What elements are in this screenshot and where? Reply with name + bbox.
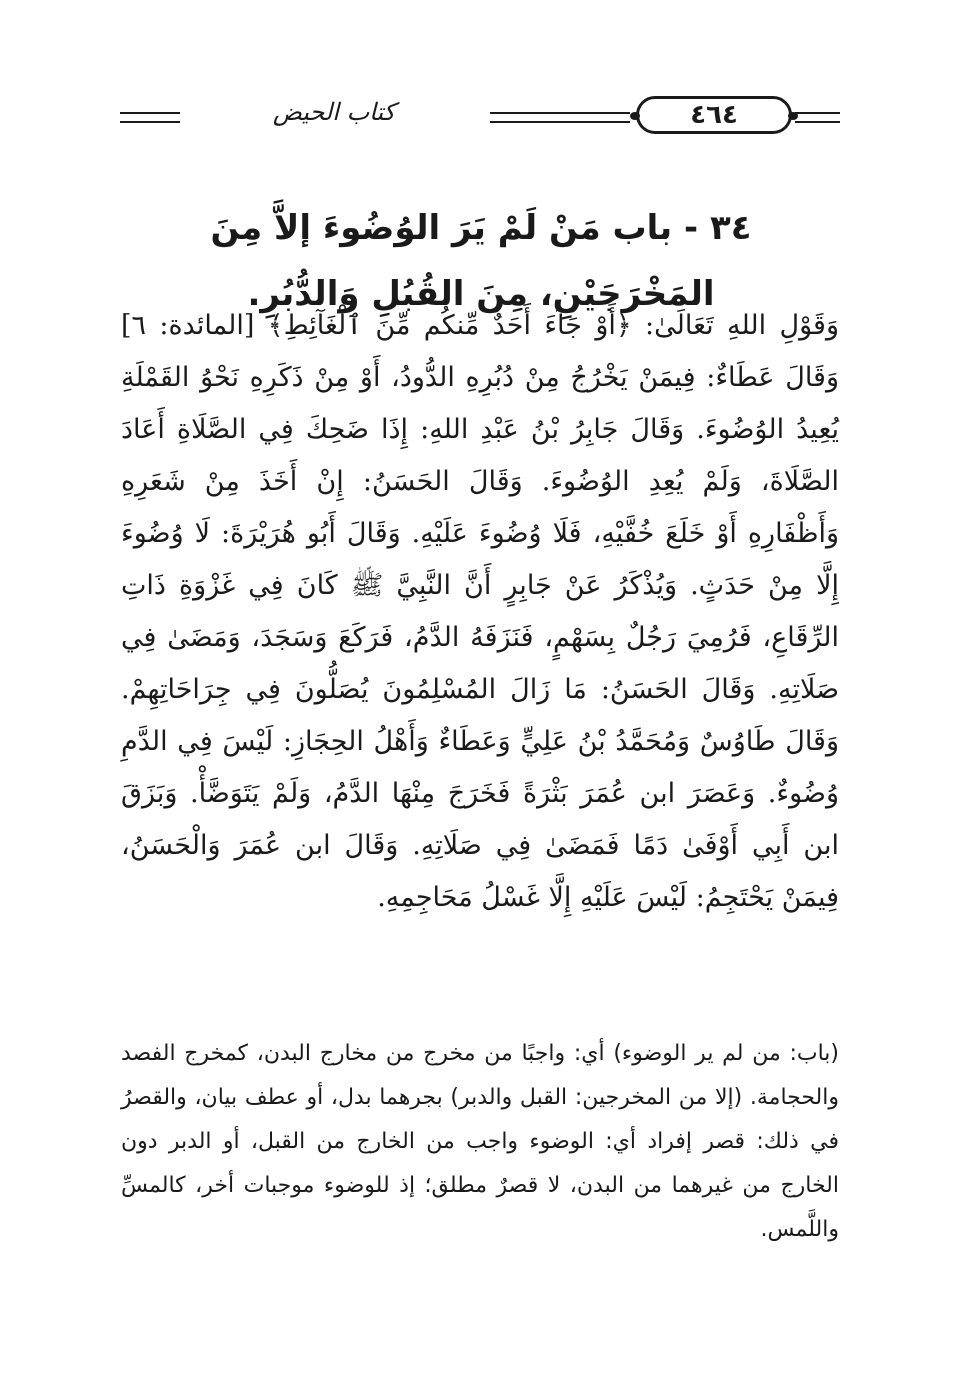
page-number: ٤٦٤ bbox=[690, 100, 738, 130]
page-number-frame bbox=[636, 96, 792, 134]
header-rule-right bbox=[795, 112, 840, 123]
hadith-text: وَقَوْلِ اللهِ تَعَالَىٰ: ﴿أَوْ جَآءَ أَحَدٌ مِّنكُم مِّنَ ٱلْغَآئِطِ﴾ [المائدة: ٦] وَقَالَ عَطَاءٌ: فِيمَنْ يَخْرُجُ مِنْ دُبُرِهِ الدُّودُ، أَوْ مِنْ ذَكَرِهِ نَحْوُ القَمْلَةِ يُعِيدُ الوُضُوءَ. وَقَالَ جَابِرُ بْنُ عَبْدِ اللهِ: إِذَا ضَحِكَ فِي الصَّلَاةِ أَعَادَ الصَّلَاةَ، وَلَمْ يُعِدِ الوُضُوءَ. وَقَالَ الحَسَنُ: إِنْ أَخَذَ مِنْ شَعَرِهِ وَأَظْفَارِهِ أَوْ خَلَعَ خُفَّيْهِ، فَلَا وُضُوءَ عَلَيْهِ. وَقَالَ أَبُو هُرَيْرَةَ: لَا وُضُوءَ إِلَّا مِنْ حَدَثٍ. وَيُذْكَرُ عَنْ جَابِرٍ أَنَّ النَّبِيَّ ﷺ كَانَ فِي غَزْوَةِ ذَاتِ الرِّقَاعِ، فَرُمِيَ رَجُلٌ بِسَهْمٍ، فَنَزَفَهُ الدَّمُ، فَرَكَعَ وَسَجَدَ، وَمَضَىٰ فِي صَلَاتِهِ. وَقَالَ الحَسَنُ: مَا زَالَ المُسْلِمُونَ يُصَلُّونَ فِي جِرَاحَاتِهِمْ. وَقَالَ طَاوُسٌ وَمُحَمَّدُ بْنُ عَلِيٍّ وَعَطَاءٌ وَأَهْلُ الحِجَازِ: لَيْسَ فِي الدَّمِ وُضُوءٌ. وَعَصَرَ ابن عُمَرَ بَثْرَةً فَخَرَجَ مِنْهَا الدَّمُ، وَلَمْ يَتَوَضَّأْ. وَبَزَقَ ابن أَبِي أَوْفَىٰ دَمًا فَمَضَىٰ فِي صَلَاتِهِ. وَقَالَ ابن عُمَرَ وَالْحَسَنُ، فِيمَنْ يَحْتَجِمُ: لَيْسَ عَلَيْهِ إِلَّا غَسْلُ مَحَاجِمِهِ. bbox=[121, 310, 839, 913]
running-header bbox=[120, 94, 840, 142]
commentary-text: (باب: من لم ير الوضوء) أي: واجبًا من مخرج من مخارج البدن، كمخرج الفصد والحجامة. (إلا من المخرجين: القبل والدبر) بجرهما بدل، أو عطف بيان، والقصرُ في ذلك: قصر إفراد أي: الوضوء واجب من الخارج من القبل، أو الدبر دون الخارج من غيرهما من البدن، لا قصرٌ مطلق؛ إذ للوضوء موجبات أخر، كالمسِّ واللَّمس. bbox=[121, 1041, 839, 1242]
chapter-heading: ٣٤ - باب مَنْ لَمْ يَرَ الوُضُوءَ إلاَّ مِنَ المَخْرَجَيْنِ، مِنَ القُبُلِ وَالدُّبُرِ. bbox=[210, 207, 752, 314]
header-rule-left bbox=[120, 112, 180, 123]
book-title: كتاب الحيض bbox=[272, 98, 396, 126]
header-rule-middle bbox=[490, 112, 630, 123]
